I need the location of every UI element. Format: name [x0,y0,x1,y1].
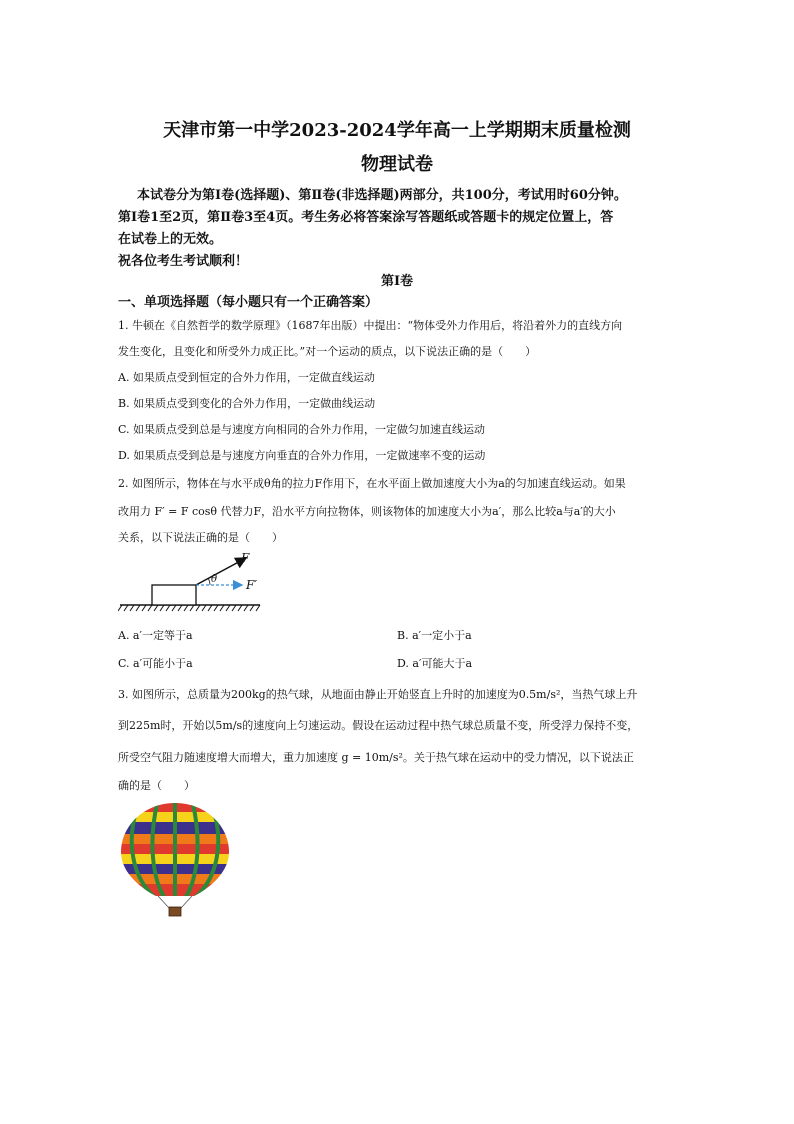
q3-line-1: 3. 如图所示，总质量为200kg的热气球，从地面由静止开始竖直上升时的加速度为0.5m/s²，当热气球上升 [118,688,638,701]
q2-option-b: B. a′一定小于a [397,629,472,642]
block [152,585,196,605]
intro-line-4: 祝各位考生考试顺利！ [118,254,249,269]
intro-line-1: 本试卷分为第Ⅰ卷(选择题)、第Ⅱ卷(非选择题)两部分，共100分，考试用时60分钟。 [137,188,627,203]
hot-air-balloon-image [118,800,233,920]
q2-option-d: D. a′可能大于a [397,657,473,670]
intro-line-3: 在试卷上的无效。 [118,232,223,247]
label-theta: θ [211,574,218,585]
q2-option-c: C. a′可能小于a [118,657,193,670]
q1-option-c: C. 如果质点受到总是与速度方向相同的合外力作用，一定做匀加速直线运动 [118,423,486,436]
part-title: 第Ⅰ卷 [380,274,414,289]
q1-line-2: 发生变化，且变化和所受外力成正比。”对一个运动的质点，以下说法正确的是（ ） [118,345,537,358]
q2-line-3: 关系，以下说法正确的是（ ） [118,531,283,544]
q1-line-1: 1. 牛顿在《自然哲学的数学原理》（1687年出版）中提出：“物体受外力作用后，将沿着外力的直线方向 [118,319,623,332]
q1-option-a: A. 如果质点受到恒定的合外力作用，一定做直线运动 [118,371,375,384]
q1-option-d: D. 如果质点受到总是与速度方向垂直的合外力作用，一定做速率不变的运动 [118,449,486,462]
q3-line-3: 所受空气阻力随速度增大而增大，重力加速度 g = 10m/s²。关于热气球在运动中的受力情况，以下说法正 [118,751,634,764]
exam-title: 天津市第一中学2023-2024学年高一上学期期末质量检测 [163,120,631,141]
q2-option-a: A. a′一定等于a [118,629,193,642]
q2-line-1: 2. 如图所示，物体在与水平成θ角的拉力F作用下，在水平面上做加速度大小为a的匀加速直线运动。如果 [118,477,626,490]
q3-line-4: 确的是（ ） [118,779,195,792]
label-f-prime: F′ [246,578,258,592]
section-heading: 一、单项选择题（每小题只有一个正确答案） [118,295,379,310]
intro-line-2: 第Ⅰ卷1至2页，第Ⅱ卷3至4页。考生务必将答案涂写答题纸或答题卡的规定位置上，答 [118,210,614,225]
label-f: F [241,551,250,565]
q1-option-b: B. 如果质点受到变化的合外力作用，一定做曲线运动 [118,397,376,410]
q2-line-2: 改用力 F′ = F cosθ 代替力F，沿水平方向拉物体，则该物体的加速度大小为a′，那么比较a与a′的大小 [118,505,616,518]
q3-line-2: 到225m时，开始以5m/s的速度向上匀速运动。假设在运动过程中热气球总质量不变，所受浮力保持不变， [118,719,639,732]
q2-force-diagram [118,548,278,618]
ground-hatching [118,605,260,611]
force-f-arrow [196,558,246,585]
angle-arc [208,578,210,585]
balloon-basket [169,907,181,916]
exam-subtitle: 物理试卷 [361,154,433,175]
